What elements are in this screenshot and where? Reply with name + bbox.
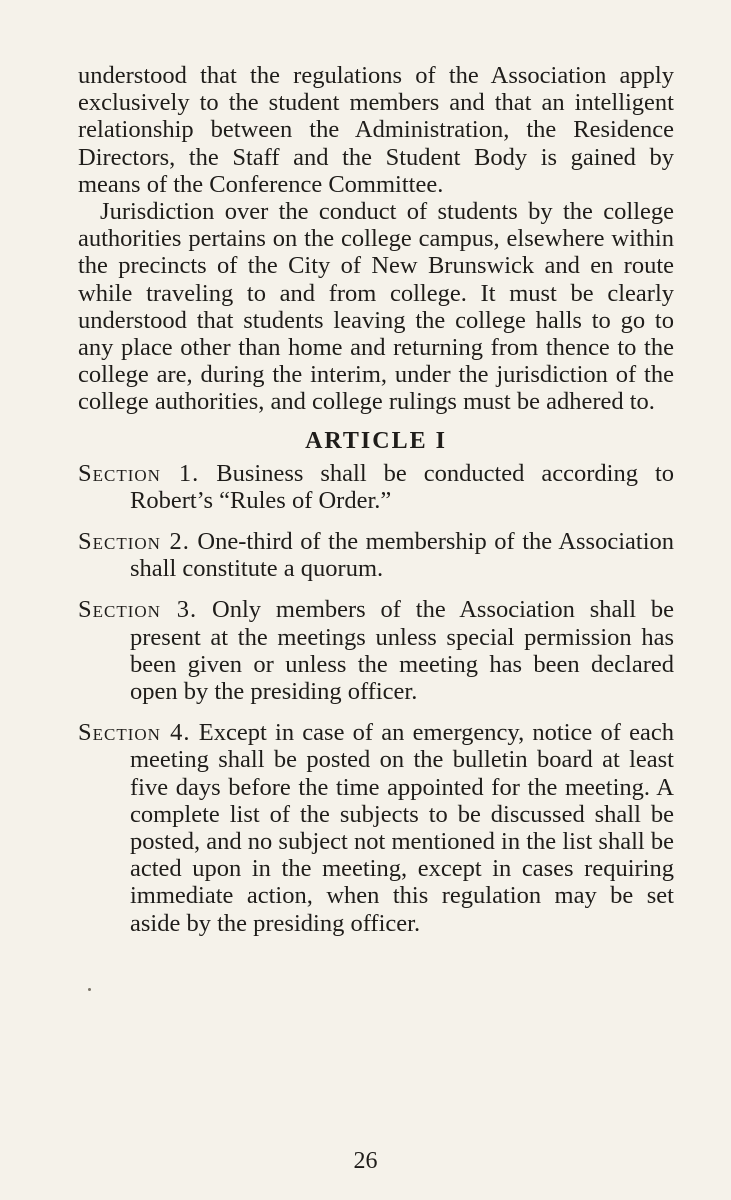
page-number: 26 bbox=[353, 1148, 378, 1174]
section-label: Section 3. bbox=[78, 596, 198, 624]
intro-paragraph-2: Jurisdiction over the conduct of students by the college authorities pertains on the college campus, elsewhere within the precincts of the City of New Brunswick and en route while traveling to and from college. It must be clearly understood that students leaving the college halls to go to any place other than home and returning from thence to the college are, during the interim, under the jurisdiction of the college authorities, and college rulings must be adhered to. bbox=[78, 198, 674, 416]
section-text: Except in case of an emergency, notice of each meeting shall be posted on the bulletin board at least five days before the time appointed for the meeting. A complete list of the subjects to be discussed shall be posted, and no subject not mentioned in the list shall be acted upon in the meeting, except in cases requiring immediate action, when this regulation may be set aside by the presiding officer. bbox=[130, 719, 675, 937]
article-title: ARTICLE I bbox=[305, 427, 447, 454]
section-text: Only members of the Association shall be present at the meetings unless special permission has been given or unless the meeting has been declared open by the presiding officer. bbox=[130, 596, 675, 706]
section-label: Section 1. bbox=[78, 459, 200, 487]
section-2 bbox=[78, 528, 674, 582]
page-content bbox=[78, 62, 674, 951]
section-label: Section 2. bbox=[78, 528, 190, 556]
section-1 bbox=[78, 460, 674, 514]
section-4 bbox=[78, 719, 674, 937]
section-text: One-third of the membership of the Association shall constitute a quorum. bbox=[130, 528, 675, 583]
paper-speck bbox=[88, 988, 91, 991]
section-text: Business shall be conducted according to Robert’s “Rules of Order.” bbox=[130, 459, 674, 514]
section-label: Section 4. bbox=[78, 719, 191, 747]
section-3 bbox=[78, 596, 674, 705]
intro-paragraph-1: understood that the regulations of the Association apply exclusively to the student members and that an intelligent relationship between the Administration, the Residence Directors, the Staff and the Student Body is gained by means of the Conference Committee. bbox=[78, 62, 674, 198]
